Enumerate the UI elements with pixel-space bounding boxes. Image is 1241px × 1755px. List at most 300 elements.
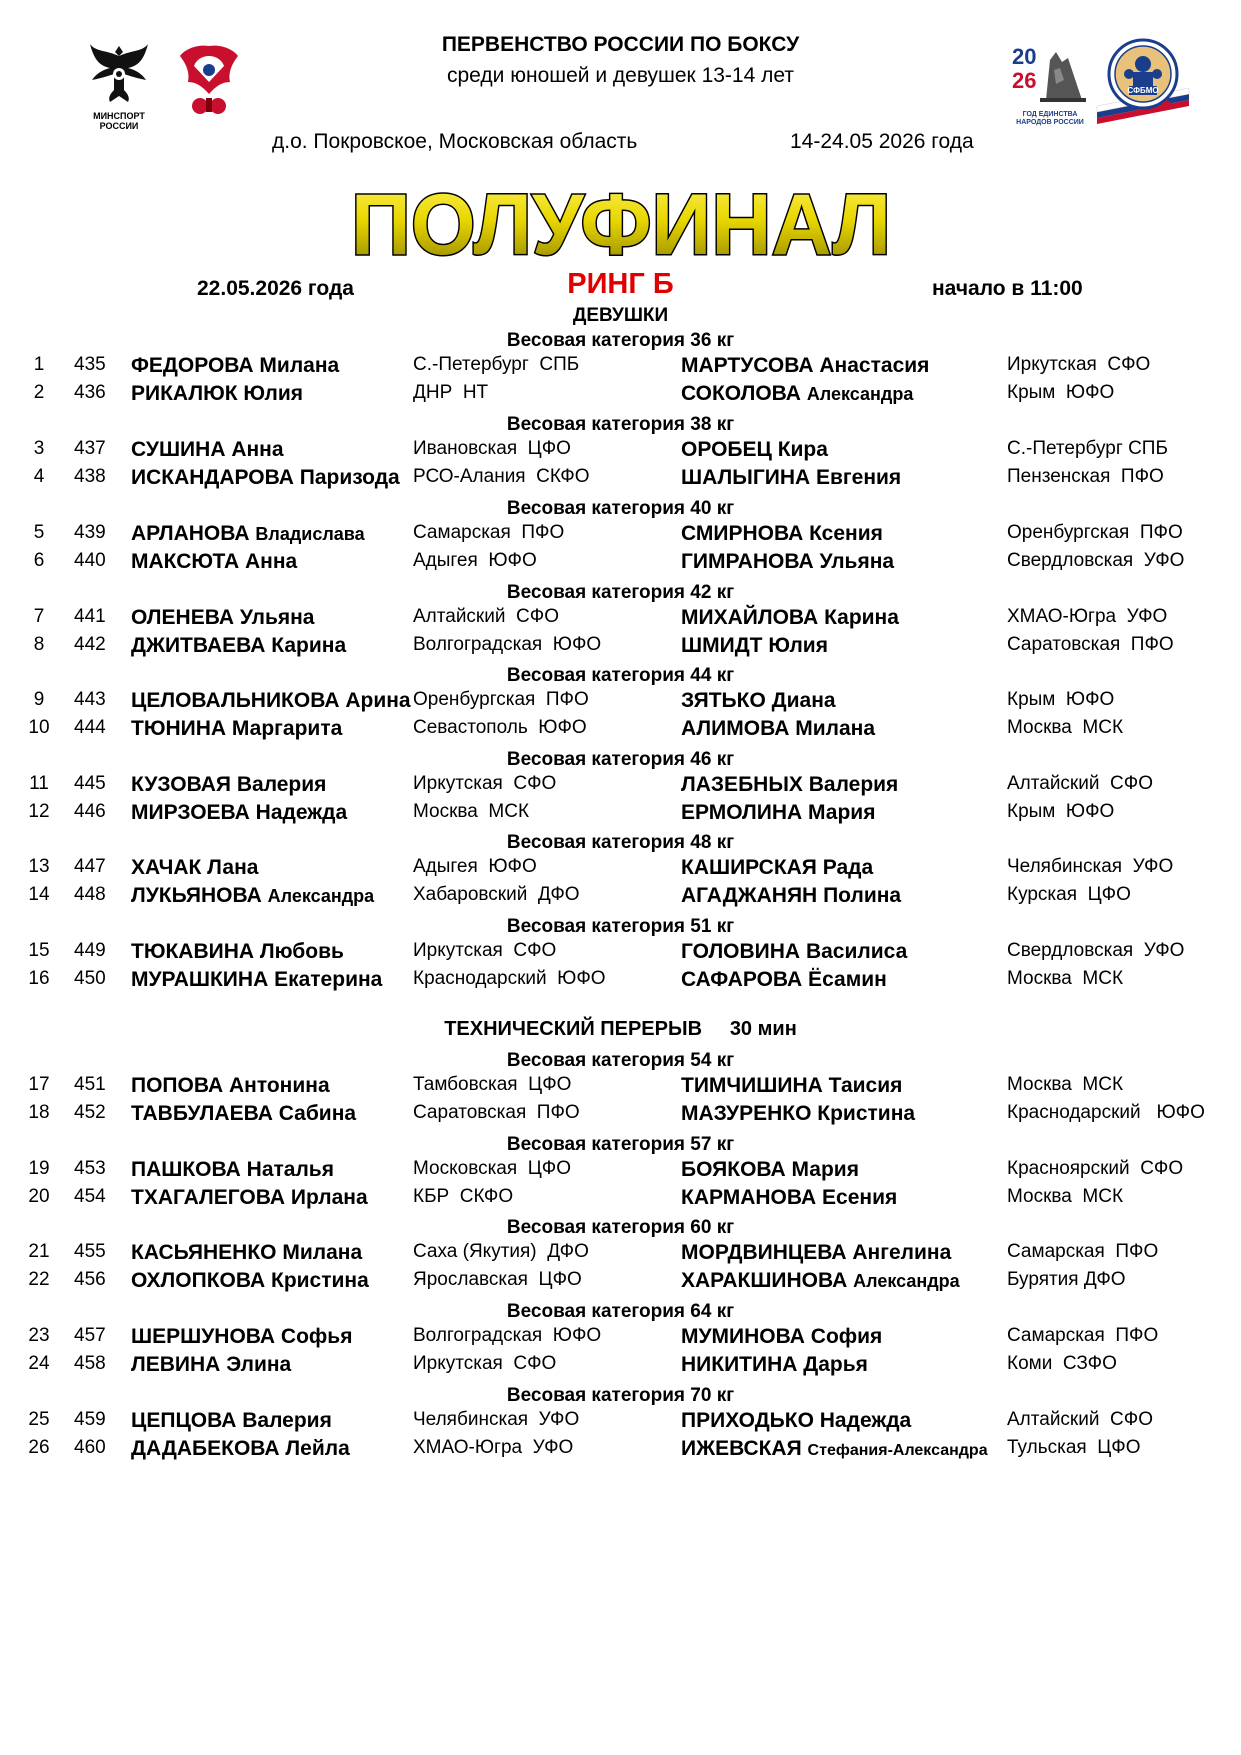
boxer-1-first-name: Кристина [271, 1269, 369, 1292]
boxer-1-first-name: Лейла [285, 1437, 350, 1460]
boxer-2-name [681, 1409, 911, 1433]
boxer-1-surname: ОЛЕНЕВА [131, 606, 235, 629]
boxer-2-name [681, 522, 883, 546]
boxer-1-region: Иркутская СФО [413, 773, 557, 794]
boxer-2-surname: СОКОЛОВА [681, 382, 801, 405]
row-number: 18 [28, 1102, 50, 1123]
boxer-2-region: ХМАО-Югра УФО [1007, 606, 1168, 627]
bout-number: 443 [74, 689, 106, 710]
bout-row [0, 773, 1241, 801]
boxer-1-name [131, 466, 400, 490]
boxer-2-name [681, 1186, 897, 1210]
bout-row [0, 940, 1241, 968]
boxer-1-first-name: Лана [207, 856, 259, 879]
boxer-1-surname: ИСКАНДАРОВА [131, 466, 294, 489]
boxer-2-region: Самарская ПФО [1007, 1241, 1159, 1262]
boxer-2-first-name: Кира [777, 438, 828, 461]
boxer-1-name [131, 634, 346, 658]
bout-number: 444 [74, 717, 106, 738]
boxer-2-region: Самарская ПФО [1007, 1325, 1159, 1346]
boxer-1-name [131, 1409, 332, 1433]
boxer-1-surname: ЛЕВИНА [131, 1353, 221, 1376]
boxer-1-surname: ЦЕПЦОВА [131, 1409, 237, 1432]
bout-number: 438 [74, 466, 106, 487]
bout-row [0, 606, 1241, 634]
boxer-2-name [681, 606, 899, 630]
boxer-1-name [131, 856, 258, 880]
bout-row [0, 801, 1241, 829]
boxer-2-name [681, 1241, 951, 1265]
ring-label: РИНГ Б [567, 268, 674, 300]
boxer-1-first-name: Любовь [259, 940, 344, 963]
boxer-2-region: Челябинская УФО [1007, 856, 1174, 877]
bout-row [0, 1353, 1241, 1381]
boxer-2-name [681, 1325, 882, 1349]
boxer-1-region: Иркутская СФО [413, 1353, 557, 1374]
boxer-2-first-name: Есения [822, 1186, 898, 1209]
boxer-2-first-name: Анастасия [819, 354, 930, 377]
section-title: ДЕВУШКИ [572, 305, 669, 326]
boxer-1-region: Ярославская ЦФО [413, 1269, 582, 1290]
boxer-1-first-name: Владислава [255, 524, 365, 544]
row-number: 15 [28, 940, 50, 961]
boxer-1-region: С.-Петербург СПБ [413, 354, 580, 375]
boxer-1-first-name: Паризода [299, 466, 400, 489]
boxer-1-first-name: Арина [345, 689, 411, 712]
boxer-2-surname: КАРМАНОВА [681, 1186, 817, 1209]
bout-row [0, 1241, 1241, 1269]
bout-row [0, 438, 1241, 466]
boxer-2-surname: ЛАЗЕБНЫХ [681, 773, 803, 796]
bout-row [0, 856, 1241, 884]
boxer-1-region: Московская ЦФО [413, 1158, 572, 1179]
boxer-2-first-name: Ксения [809, 522, 883, 545]
boxer-2-name [681, 550, 894, 574]
bout-number: 453 [74, 1158, 106, 1179]
boxer-1-first-name: Маргарита [231, 717, 343, 740]
boxer-2-surname: ПРИХОДЬКО [681, 1409, 814, 1432]
bout-number: 436 [74, 382, 106, 403]
boxer-2-name [681, 1269, 960, 1293]
boxer-2-region: Алтайский СФО [1007, 1409, 1153, 1430]
row-number: 20 [28, 1186, 50, 1207]
bout-row [0, 1325, 1241, 1353]
boxer-1-surname: ДЖИТВАЕВА [131, 634, 266, 657]
bout-row [0, 689, 1241, 717]
row-number: 16 [28, 968, 50, 989]
boxer-1-surname: РИКАЛЮК [131, 382, 238, 405]
boxer-2-surname: НИКИТИНА [681, 1353, 798, 1376]
boxer-1-name [131, 382, 303, 406]
weight-category-heading: Весовая категория 42 кг [506, 582, 735, 603]
boxer-1-name [131, 884, 374, 908]
bout-number: 457 [74, 1325, 106, 1346]
boxer-2-name [681, 354, 929, 378]
row-number: 3 [33, 438, 45, 459]
weight-category-heading: Весовая категория 64 кг [506, 1301, 735, 1322]
boxer-1-region: Оренбургская ПФО [413, 689, 589, 710]
row-number: 8 [33, 634, 45, 655]
weight-category-heading: Весовая категория 48 кг [506, 832, 735, 853]
boxer-2-surname: СМИРНОВА [681, 522, 804, 545]
bout-number: 442 [74, 634, 106, 655]
bout-row [0, 884, 1241, 912]
row-number: 23 [28, 1325, 50, 1346]
row-number: 9 [33, 689, 45, 710]
boxer-1-surname: ТАВБУЛАЕВА [131, 1102, 273, 1125]
bout-row [0, 1074, 1241, 1102]
boxer-2-region: С.-Петербург СПБ [1007, 438, 1168, 459]
boxer-1-surname: МАКСЮТА [131, 550, 240, 573]
boxer-2-name [681, 884, 901, 908]
minsport-label: МИНСПОРТ РОССИИ [93, 111, 145, 131]
boxer-1-surname: КАСЬЯНЕНКО [131, 1241, 277, 1264]
boxer-2-name [681, 856, 873, 880]
event-subtitle: среди юношей и девушек 13-14 лет [447, 64, 794, 87]
boxer-2-region: Крым ЮФО [1007, 689, 1115, 710]
weight-category-heading: Весовая категория 60 кг [506, 1217, 735, 1238]
sfbmo-text: СФБМО [1127, 86, 1159, 95]
boxer-1-first-name: Валерия [242, 1409, 332, 1432]
boxer-2-region: Курская ЦФО [1007, 884, 1131, 905]
start-time: начало в 11:00 [932, 277, 1083, 300]
row-number: 19 [28, 1158, 50, 1179]
boxer-1-surname: СУШИНА [131, 438, 226, 461]
boxer-2-surname: МАРТУСОВА [681, 354, 814, 377]
boxer-2-first-name: Таисия [828, 1074, 903, 1097]
boxer-1-surname: ОХЛОПКОВА [131, 1269, 266, 1292]
boxer-2-name [681, 382, 913, 406]
boxer-2-region: Пензенская ПФО [1007, 466, 1164, 487]
boxer-2-first-name: Полина [823, 884, 902, 907]
boxer-1-region: КБР СКФО [413, 1186, 514, 1207]
boxer-1-region: Саратовская ПФО [413, 1102, 580, 1123]
bout-row [0, 1409, 1241, 1437]
boxer-2-name [681, 717, 875, 741]
row-number: 17 [28, 1074, 50, 1095]
boxer-2-surname: МИХАЙЛОВА [681, 606, 819, 629]
bout-number: 454 [74, 1186, 106, 1207]
boxer-2-surname: ТИМЧИШИНА [681, 1074, 823, 1097]
boxer-2-first-name: Карина [824, 606, 899, 629]
break-label: ТЕХНИЧЕСКИЙ ПЕРЕРЫВ [444, 1018, 703, 1040]
boxer-1-first-name: Антонина [229, 1074, 330, 1097]
boxer-1-region: Саха (Якутия) ДФО [413, 1241, 589, 1262]
boxer-1-region: Челябинская УФО [413, 1409, 580, 1430]
boxer-1-region: Москва МСК [413, 801, 530, 822]
technical-break [0, 1018, 1241, 1041]
boxer-2-name [681, 1437, 988, 1461]
stage-banner-text: ПОЛУФИНАЛ [350, 177, 891, 270]
boxer-2-surname: АЛИМОВА [681, 717, 790, 740]
boxer-2-surname: ОРОБЕЦ [681, 438, 772, 461]
weight-category-heading: Весовая категория 51 кг [506, 916, 735, 937]
boxer-2-name [681, 1074, 902, 1098]
bout-number: 455 [74, 1241, 106, 1262]
boxer-1-region: Волгоградская ЮФО [413, 1325, 602, 1346]
boxer-2-region: Москва МСК [1007, 717, 1124, 738]
boxer-1-name [131, 773, 326, 797]
boxer-2-first-name: Евгения [816, 466, 902, 489]
row-number: 1 [33, 354, 45, 375]
row-number: 4 [33, 466, 45, 487]
event-dates: 14-24.05 2026 года [790, 130, 974, 153]
bout-number: 452 [74, 1102, 106, 1123]
boxer-2-surname: МОРДВИНЦЕВА [681, 1241, 847, 1264]
boxer-1-surname: ЦЕЛОВАЛЬНИКОВА [131, 689, 340, 712]
boxer-1-name [131, 1158, 334, 1182]
boxer-1-first-name: Анна [245, 550, 298, 573]
boxer-1-first-name: Софья [280, 1325, 353, 1348]
weight-category-heading: Весовая категория 46 кг [506, 749, 735, 770]
boxer-2-region: Крым ЮФО [1007, 382, 1115, 403]
bout-row [0, 634, 1241, 662]
boxer-2-first-name: Милана [795, 717, 876, 740]
boxer-1-first-name: Екатерина [274, 968, 383, 991]
boxer-2-region: Москва МСК [1007, 1186, 1124, 1207]
bout-number: 440 [74, 550, 106, 571]
boxer-2-surname: МАЗУРЕНКО [681, 1102, 812, 1125]
boxer-2-region: Тульская ЦФО [1007, 1437, 1141, 1458]
boxer-2-surname: ЗЯТЬКО [681, 689, 766, 712]
weight-category-heading: Весовая категория 54 кг [506, 1050, 735, 1071]
bout-number: 446 [74, 801, 106, 822]
boxer-1-name [131, 1437, 350, 1461]
boxer-1-surname: ШЕРШУНОВА [131, 1325, 276, 1348]
boxer-1-surname: ТЮНИНА [131, 717, 227, 740]
boxer-1-name [131, 550, 297, 574]
boxer-1-surname: ТХАГАЛЕГОВА [131, 1186, 285, 1209]
boxer-1-first-name: Карина [271, 634, 347, 657]
boxer-2-name [681, 940, 907, 964]
bout-number: 447 [74, 856, 106, 877]
bout-number: 460 [74, 1437, 106, 1458]
boxer-2-surname: ИЖЕВСКАЯ [681, 1437, 802, 1460]
boxer-1-first-name: Элина [226, 1353, 292, 1376]
boxer-1-name [131, 689, 411, 713]
boxer-2-surname: МУМИНОВА [681, 1325, 805, 1348]
boxer-2-first-name: Ёсамин [808, 968, 887, 991]
boxer-1-first-name: Милана [282, 1241, 363, 1264]
boxer-1-name [131, 438, 284, 462]
bout-row [0, 466, 1241, 494]
boxer-1-region: Адыгея ЮФО [413, 856, 537, 877]
boxer-1-surname: ЛУКЬЯНОВА [131, 884, 262, 907]
row-number: 14 [28, 884, 50, 905]
boxer-1-first-name: Ульяна [239, 606, 315, 629]
svg-text:26: 26 [1012, 68, 1037, 93]
boxer-1-first-name: Надежда [255, 801, 348, 824]
boxer-1-surname: АРЛАНОВА [131, 522, 250, 545]
boxer-2-first-name: Стефания-Александра [807, 1442, 988, 1459]
boxer-1-surname: ТЮКАВИНА [131, 940, 255, 963]
event-title: ПЕРВЕНСТВО РОССИИ ПО БОКСУ [441, 33, 800, 56]
bout-date: 22.05.2026 года [197, 277, 354, 300]
boxer-1-name [131, 606, 314, 630]
bout-number: 445 [74, 773, 106, 794]
bout-row [0, 968, 1241, 996]
boxer-2-region: Коми СЗФО [1007, 1353, 1117, 1374]
boxer-2-name [681, 438, 828, 462]
row-number: 13 [28, 856, 50, 877]
row-number: 2 [33, 382, 45, 403]
boxer-1-name [131, 968, 382, 992]
boxer-2-name [681, 634, 828, 658]
boxer-2-region: Красноярский СФО [1007, 1158, 1184, 1179]
boxer-1-first-name: Анна [231, 438, 284, 461]
bout-number: 450 [74, 968, 106, 989]
boxer-1-name [131, 1074, 330, 1098]
boxer-2-region: Иркутская СФО [1007, 354, 1151, 375]
boxer-2-first-name: Диана [771, 689, 836, 712]
boxer-2-first-name: Василиса [805, 940, 908, 963]
row-number: 12 [28, 801, 50, 822]
boxer-2-first-name: Мария [808, 801, 876, 824]
boxer-2-region: Москва МСК [1007, 1074, 1124, 1095]
row-number: 10 [28, 717, 50, 738]
boxer-1-region: ДНР НТ [413, 382, 489, 403]
boxer-1-surname: МИРЗОЕВА [131, 801, 250, 824]
boxer-1-name [131, 1353, 291, 1377]
boxer-2-surname: ГИМРАНОВА [681, 550, 814, 573]
bout-number: 456 [74, 1269, 106, 1290]
bout-row [0, 354, 1241, 382]
boxer-2-first-name: Юлия [768, 634, 828, 657]
boxer-2-surname: КАШИРСКАЯ [681, 856, 817, 879]
boxer-2-surname: ГОЛОВИНА [681, 940, 801, 963]
boxer-1-name [131, 522, 365, 546]
boxer-2-region: Свердловская УФО [1007, 940, 1185, 961]
boxer-2-first-name: Александра [806, 384, 914, 404]
boxer-2-first-name: Надежда [819, 1409, 912, 1432]
boxer-2-region: Москва МСК [1007, 968, 1124, 989]
boxer-1-surname: ДАДАБЕКОВА [131, 1437, 280, 1460]
boxer-2-first-name: Валерия [808, 773, 899, 796]
row-number: 24 [28, 1353, 50, 1374]
venue: д.о. Покровское, Московская область [272, 130, 638, 153]
bout-number: 439 [74, 522, 106, 543]
boxer-1-name [131, 717, 342, 741]
weight-category-heading: Весовая категория 40 кг [506, 498, 735, 519]
boxer-2-first-name: София [810, 1325, 883, 1348]
bout-row [0, 522, 1241, 550]
bout-number: 449 [74, 940, 106, 961]
bout-row [0, 382, 1241, 410]
boxer-2-first-name: Рада [822, 856, 874, 879]
boxer-1-region: Иркутская СФО [413, 940, 557, 961]
stage-banner [0, 170, 1241, 270]
boxer-2-name [681, 773, 898, 797]
boxer-2-surname: ЕРМОЛИНА [681, 801, 803, 824]
boxer-1-region: Адыгея ЮФО [413, 550, 537, 571]
boxer-1-region: РСО-Алания СКФО [413, 466, 590, 487]
break-duration: 30 мин [729, 1018, 797, 1040]
boxer-1-name [131, 1241, 362, 1265]
weight-category-heading: Весовая категория 36 кг [506, 330, 735, 351]
bout-number: 435 [74, 354, 106, 375]
boxer-1-name [131, 1325, 352, 1349]
boxer-1-region: Тамбовская ЦФО [413, 1074, 572, 1095]
boxer-2-first-name: Дарья [803, 1353, 868, 1376]
boxer-1-name [131, 940, 344, 964]
boxer-2-surname: БОЯКОВА [681, 1158, 786, 1181]
row-number: 25 [28, 1409, 50, 1430]
boxer-1-surname: ФЕДОРОВА [131, 354, 254, 377]
boxer-1-region: Ивановская ЦФО [413, 438, 571, 459]
bout-number: 441 [74, 606, 106, 627]
boxer-2-surname: ХАРАКШИНОВА [681, 1269, 848, 1292]
boxer-2-region: Саратовская ПФО [1007, 634, 1174, 655]
boxer-2-name [681, 1102, 915, 1126]
boxer-2-name [681, 801, 875, 825]
bout-row [0, 717, 1241, 745]
bout-row [0, 1158, 1241, 1186]
boxer-1-region: Хабаровский ДФО [413, 884, 580, 905]
boxer-1-surname: ХАЧАК [131, 856, 202, 879]
boxer-2-region: Краснодарский ЮФО [1007, 1102, 1205, 1123]
boxer-1-region: Волгоградская ЮФО [413, 634, 602, 655]
boxer-1-first-name: Александра [267, 886, 375, 906]
weight-category-heading: Весовая категория 44 кг [506, 665, 735, 686]
weight-category-heading: Весовая категория 70 кг [506, 1385, 735, 1406]
boxer-2-name [681, 968, 887, 992]
boxer-1-name [131, 1186, 368, 1210]
bout-row [0, 1437, 1241, 1465]
boxer-1-surname: КУЗОВАЯ [131, 773, 231, 796]
boxer-2-region: Оренбургская ПФО [1007, 522, 1183, 543]
boxer-2-first-name: Александра [853, 1271, 960, 1291]
bout-number: 448 [74, 884, 106, 905]
boxer-1-region: Самарская ПФО [413, 522, 565, 543]
row-number: 6 [33, 550, 45, 571]
bout-number: 451 [74, 1074, 106, 1095]
boxer-2-region: Бурятия ДФО [1007, 1269, 1126, 1290]
bout-row [0, 1102, 1241, 1130]
row-number: 5 [33, 522, 45, 543]
row-number: 7 [33, 606, 45, 627]
svg-text:20: 20 [1012, 44, 1037, 69]
boxer-2-name [681, 689, 836, 713]
bout-row [0, 550, 1241, 578]
bout-number: 458 [74, 1353, 106, 1374]
row-number: 22 [28, 1269, 50, 1290]
boxer-1-surname: ПОПОВА [131, 1074, 224, 1097]
boxer-1-region: Краснодарский ЮФО [413, 968, 606, 989]
boxer-1-surname: МУРАШКИНА [131, 968, 269, 991]
bout-number: 437 [74, 438, 106, 459]
boxer-2-region: Свердловская УФО [1007, 550, 1185, 571]
row-number: 26 [28, 1437, 50, 1458]
boxer-2-first-name: Мария [791, 1158, 859, 1181]
boxer-2-first-name: Ангелина [852, 1241, 952, 1264]
boxer-2-name [681, 466, 901, 490]
boxer-2-name [681, 1158, 859, 1182]
boxer-2-surname: ШМИДТ [681, 634, 763, 657]
boxer-1-first-name: Милана [259, 354, 340, 377]
boxer-1-region: ХМАО-Югра УФО [413, 1437, 574, 1458]
boxer-1-name [131, 1102, 356, 1126]
boxer-2-region: Алтайский СФО [1007, 773, 1153, 794]
boxer-1-region: Севастополь ЮФО [413, 717, 587, 738]
unity-year-label: ГОД ЕДИНСТВА НАРОДОВ РОССИИ [1016, 111, 1084, 126]
boxer-1-region: Алтайский СФО [413, 606, 559, 627]
boxer-1-name [131, 1269, 369, 1293]
boxer-2-name [681, 1353, 868, 1377]
boxer-1-first-name: Ирлана [290, 1186, 368, 1209]
boxer-1-first-name: Валерия [236, 773, 327, 796]
boxer-1-first-name: Наталья [246, 1158, 334, 1181]
bout-row [0, 1186, 1241, 1214]
